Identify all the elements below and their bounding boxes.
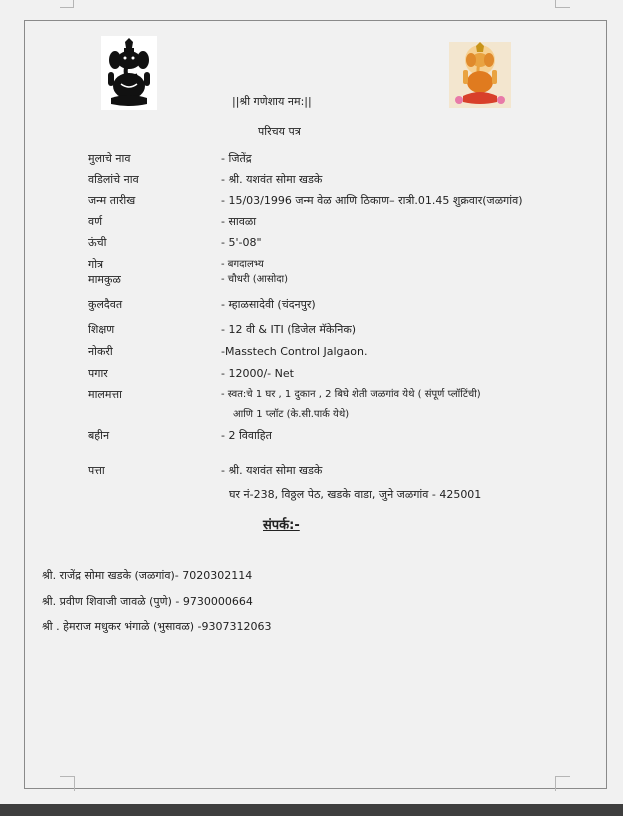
label-birth-date: जन्म तारीख xyxy=(88,194,136,207)
value-education: - 12 वी & ITI (डिजेल मॅकेनिक) xyxy=(221,323,357,336)
label-complexion: वर्ण xyxy=(88,215,103,228)
contact-heading: संपर्क:- xyxy=(263,518,300,533)
label-maternal-family: मामकुळ xyxy=(88,273,121,286)
label-property: मालमत्ता xyxy=(88,388,122,401)
contact-line: श्री . हेमराज मधुकर भंगाळे (भुसावळ) -9307312063 xyxy=(42,620,272,633)
contact-line: श्री. प्रवीण शिवाजी जावळे (पुणे) - 9730000664 xyxy=(42,595,253,608)
viewer-bottom-edge xyxy=(0,804,623,816)
label-address: पत्ता xyxy=(88,464,105,477)
value-property-extra: आणि 1 प्लॉट (के.सी.पार्क येथे) xyxy=(233,409,350,420)
crop-mark-bottom-left xyxy=(60,776,75,791)
value-maternal-family: - चौधरी (आसोदा) xyxy=(221,274,289,285)
label-name: मुलाचे नाव xyxy=(88,152,131,165)
value-birth-date: - 15/03/1996 जन्म वेळ आणि ठिकाण– रात्री.01.45 शुक्रवार(जळगांव) xyxy=(221,194,523,207)
page-border xyxy=(24,20,607,789)
crop-mark-top-right xyxy=(555,0,570,8)
label-sisters: बहीन xyxy=(88,429,110,442)
value-complexion: - सावळा xyxy=(221,215,257,228)
value-family-deity: - म्हाळसादेवी (चंदनपुर) xyxy=(221,298,316,311)
value-sisters: - 2 विवाहित xyxy=(221,429,272,442)
ganesha-image-icon xyxy=(449,42,511,108)
invocation-heading: ||श्री गणेशाय नम:|| xyxy=(232,95,312,108)
value-height: - 5'-08" xyxy=(221,236,262,249)
label-height: ऊंची xyxy=(88,236,107,249)
ganesha-silhouette-icon xyxy=(101,36,157,110)
value-job: -Masstech Control Jalgaon. xyxy=(221,345,368,358)
value-gotra: - बगदालभ्य xyxy=(221,259,264,270)
label-family-deity: कुलदैवत xyxy=(88,298,123,311)
value-address-line: घर नं-238, विठ्ठल पेठ, खडके वाडा, जुने जळगांव - 425001 xyxy=(229,488,482,501)
label-salary: पगार xyxy=(88,367,108,380)
crop-mark-top-left xyxy=(60,0,74,8)
page-title: परिचय पत्र xyxy=(258,125,301,138)
value-address-name: - श्री. यशवंत सोमा खडके xyxy=(221,464,323,477)
crop-mark-bottom-right xyxy=(555,776,570,791)
value-salary: - 12000/- Net xyxy=(221,367,294,380)
label-job: नोकरी xyxy=(88,345,113,358)
value-name: - जितेंद्र xyxy=(221,152,252,165)
contact-line: श्री. राजेंद्र सोमा खडके (जळगांव)- 7020302114 xyxy=(42,569,253,582)
value-property: - स्वत:चे 1 घर , 1 दुकान , 2 बिघे शेती जळगांव येथे ( संपूर्ण प्लॉटिंची) xyxy=(221,389,481,400)
label-father-name: वडिलांचे नाव xyxy=(88,173,139,186)
label-education: शिक्षण xyxy=(88,323,115,336)
value-father-name: - श्री. यशवंत सोमा खडके xyxy=(221,173,323,186)
label-gotra: गोत्र xyxy=(88,258,104,271)
